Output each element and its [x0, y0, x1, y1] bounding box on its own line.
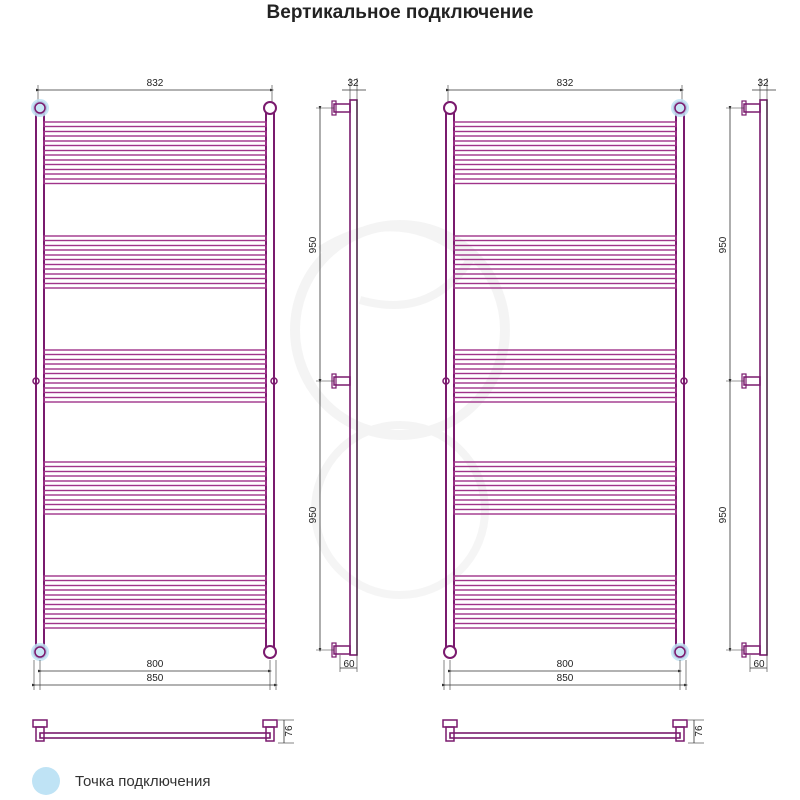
rail-tube — [454, 605, 676, 610]
rail-tube — [44, 236, 266, 241]
rail-tube — [44, 246, 266, 251]
side-post — [760, 100, 767, 655]
rail-tube — [454, 170, 676, 175]
rail-tube — [44, 510, 266, 515]
top-rail — [450, 733, 680, 738]
rail-tube — [44, 369, 266, 374]
right-side-view — [718, 78, 776, 672]
connection-point-bottom — [31, 643, 49, 661]
top-rail — [40, 733, 270, 738]
rail-tube — [454, 481, 676, 486]
dim-side-lower: 950 — [718, 506, 729, 524]
rail-tube — [44, 151, 266, 156]
dim-bottom-inner: 800 — [556, 659, 574, 670]
post-cap — [264, 102, 276, 114]
rail-tube — [454, 472, 676, 477]
rail-tube — [454, 179, 676, 184]
rail-tube — [454, 350, 676, 355]
rail-tube — [44, 379, 266, 384]
left-post — [446, 108, 454, 653]
connection-point-top — [31, 99, 49, 117]
rail-tube — [454, 462, 676, 467]
post-cap — [444, 102, 456, 114]
rail-tube — [44, 398, 266, 403]
dim-side-depth: 32 — [757, 78, 769, 89]
rail-tube — [44, 350, 266, 355]
rail-tube — [44, 624, 266, 629]
right-top-view — [443, 720, 705, 743]
dim-top-width: 832 — [556, 78, 574, 89]
rail-tube — [44, 491, 266, 496]
rail-tube — [454, 122, 676, 127]
rail-tube — [454, 595, 676, 600]
dim-top-depth: 76 — [694, 725, 705, 737]
rail-tube — [44, 141, 266, 146]
rail-tube — [44, 500, 266, 505]
dim-side-upper: 950 — [308, 236, 319, 254]
dim-top-width: 832 — [146, 78, 164, 89]
rail-tube — [44, 122, 266, 127]
rail-tube — [44, 472, 266, 477]
watermark-logo — [295, 225, 505, 595]
left-front-view — [31, 78, 277, 690]
dim-side-offset: 60 — [753, 659, 765, 670]
rail-tube — [44, 462, 266, 467]
dim-side-lower: 950 — [308, 506, 319, 524]
dim-top-depth: 76 — [284, 725, 295, 737]
rail-tube — [454, 586, 676, 591]
dim-side-offset: 60 — [343, 659, 355, 670]
legend-label: Точка подключения — [75, 773, 211, 790]
rail-tube — [44, 481, 266, 486]
dim-bottom-outer: 850 — [556, 673, 574, 684]
post-cap — [264, 646, 276, 658]
dim-bottom-outer: 850 — [146, 673, 164, 684]
rail-tube — [44, 170, 266, 175]
connection-point-bottom — [671, 643, 689, 661]
top-fitting — [443, 720, 457, 727]
rail-tube — [454, 360, 676, 365]
page-title: Вертикальное подключение — [266, 2, 534, 23]
rail-tube — [454, 160, 676, 165]
top-fitting — [263, 720, 277, 727]
rail-tube — [44, 595, 266, 600]
side-post — [350, 100, 357, 655]
connection-point-top — [671, 99, 689, 117]
rail-tube — [44, 255, 266, 260]
rail-tube — [44, 160, 266, 165]
rail-tube — [454, 141, 676, 146]
rail-tube — [44, 179, 266, 184]
rail-tube — [454, 246, 676, 251]
rail-tube — [454, 151, 676, 156]
rail-tube — [454, 398, 676, 403]
rail-tube — [454, 624, 676, 629]
right-post — [266, 108, 274, 653]
dim-side-depth: 32 — [347, 78, 359, 89]
rail-tube — [454, 576, 676, 581]
right-post — [676, 108, 684, 653]
rail-tube — [454, 369, 676, 374]
rail-tube — [454, 614, 676, 619]
left-post — [36, 108, 44, 653]
rail-tube — [454, 284, 676, 289]
rail-tube — [44, 388, 266, 393]
dim-side-upper: 950 — [718, 236, 729, 254]
rail-tube — [44, 265, 266, 270]
post-cap — [444, 646, 456, 658]
rail-tube — [44, 284, 266, 289]
rail-tube — [44, 274, 266, 279]
rail-tube — [44, 614, 266, 619]
rail-tube — [454, 255, 676, 260]
dim-bottom-inner: 800 — [146, 659, 164, 670]
rail-tube — [44, 586, 266, 591]
rail-tube — [44, 132, 266, 137]
rail-tube — [44, 576, 266, 581]
rail-tube — [454, 236, 676, 241]
left-side-view — [308, 78, 366, 672]
connection-point-icon — [32, 767, 60, 795]
rail-tube — [454, 132, 676, 137]
left-top-view — [33, 720, 295, 743]
top-fitting — [673, 720, 687, 727]
rail-tube — [44, 605, 266, 610]
top-fitting — [33, 720, 47, 727]
rail-tube — [44, 360, 266, 365]
right-front-view — [443, 78, 689, 690]
